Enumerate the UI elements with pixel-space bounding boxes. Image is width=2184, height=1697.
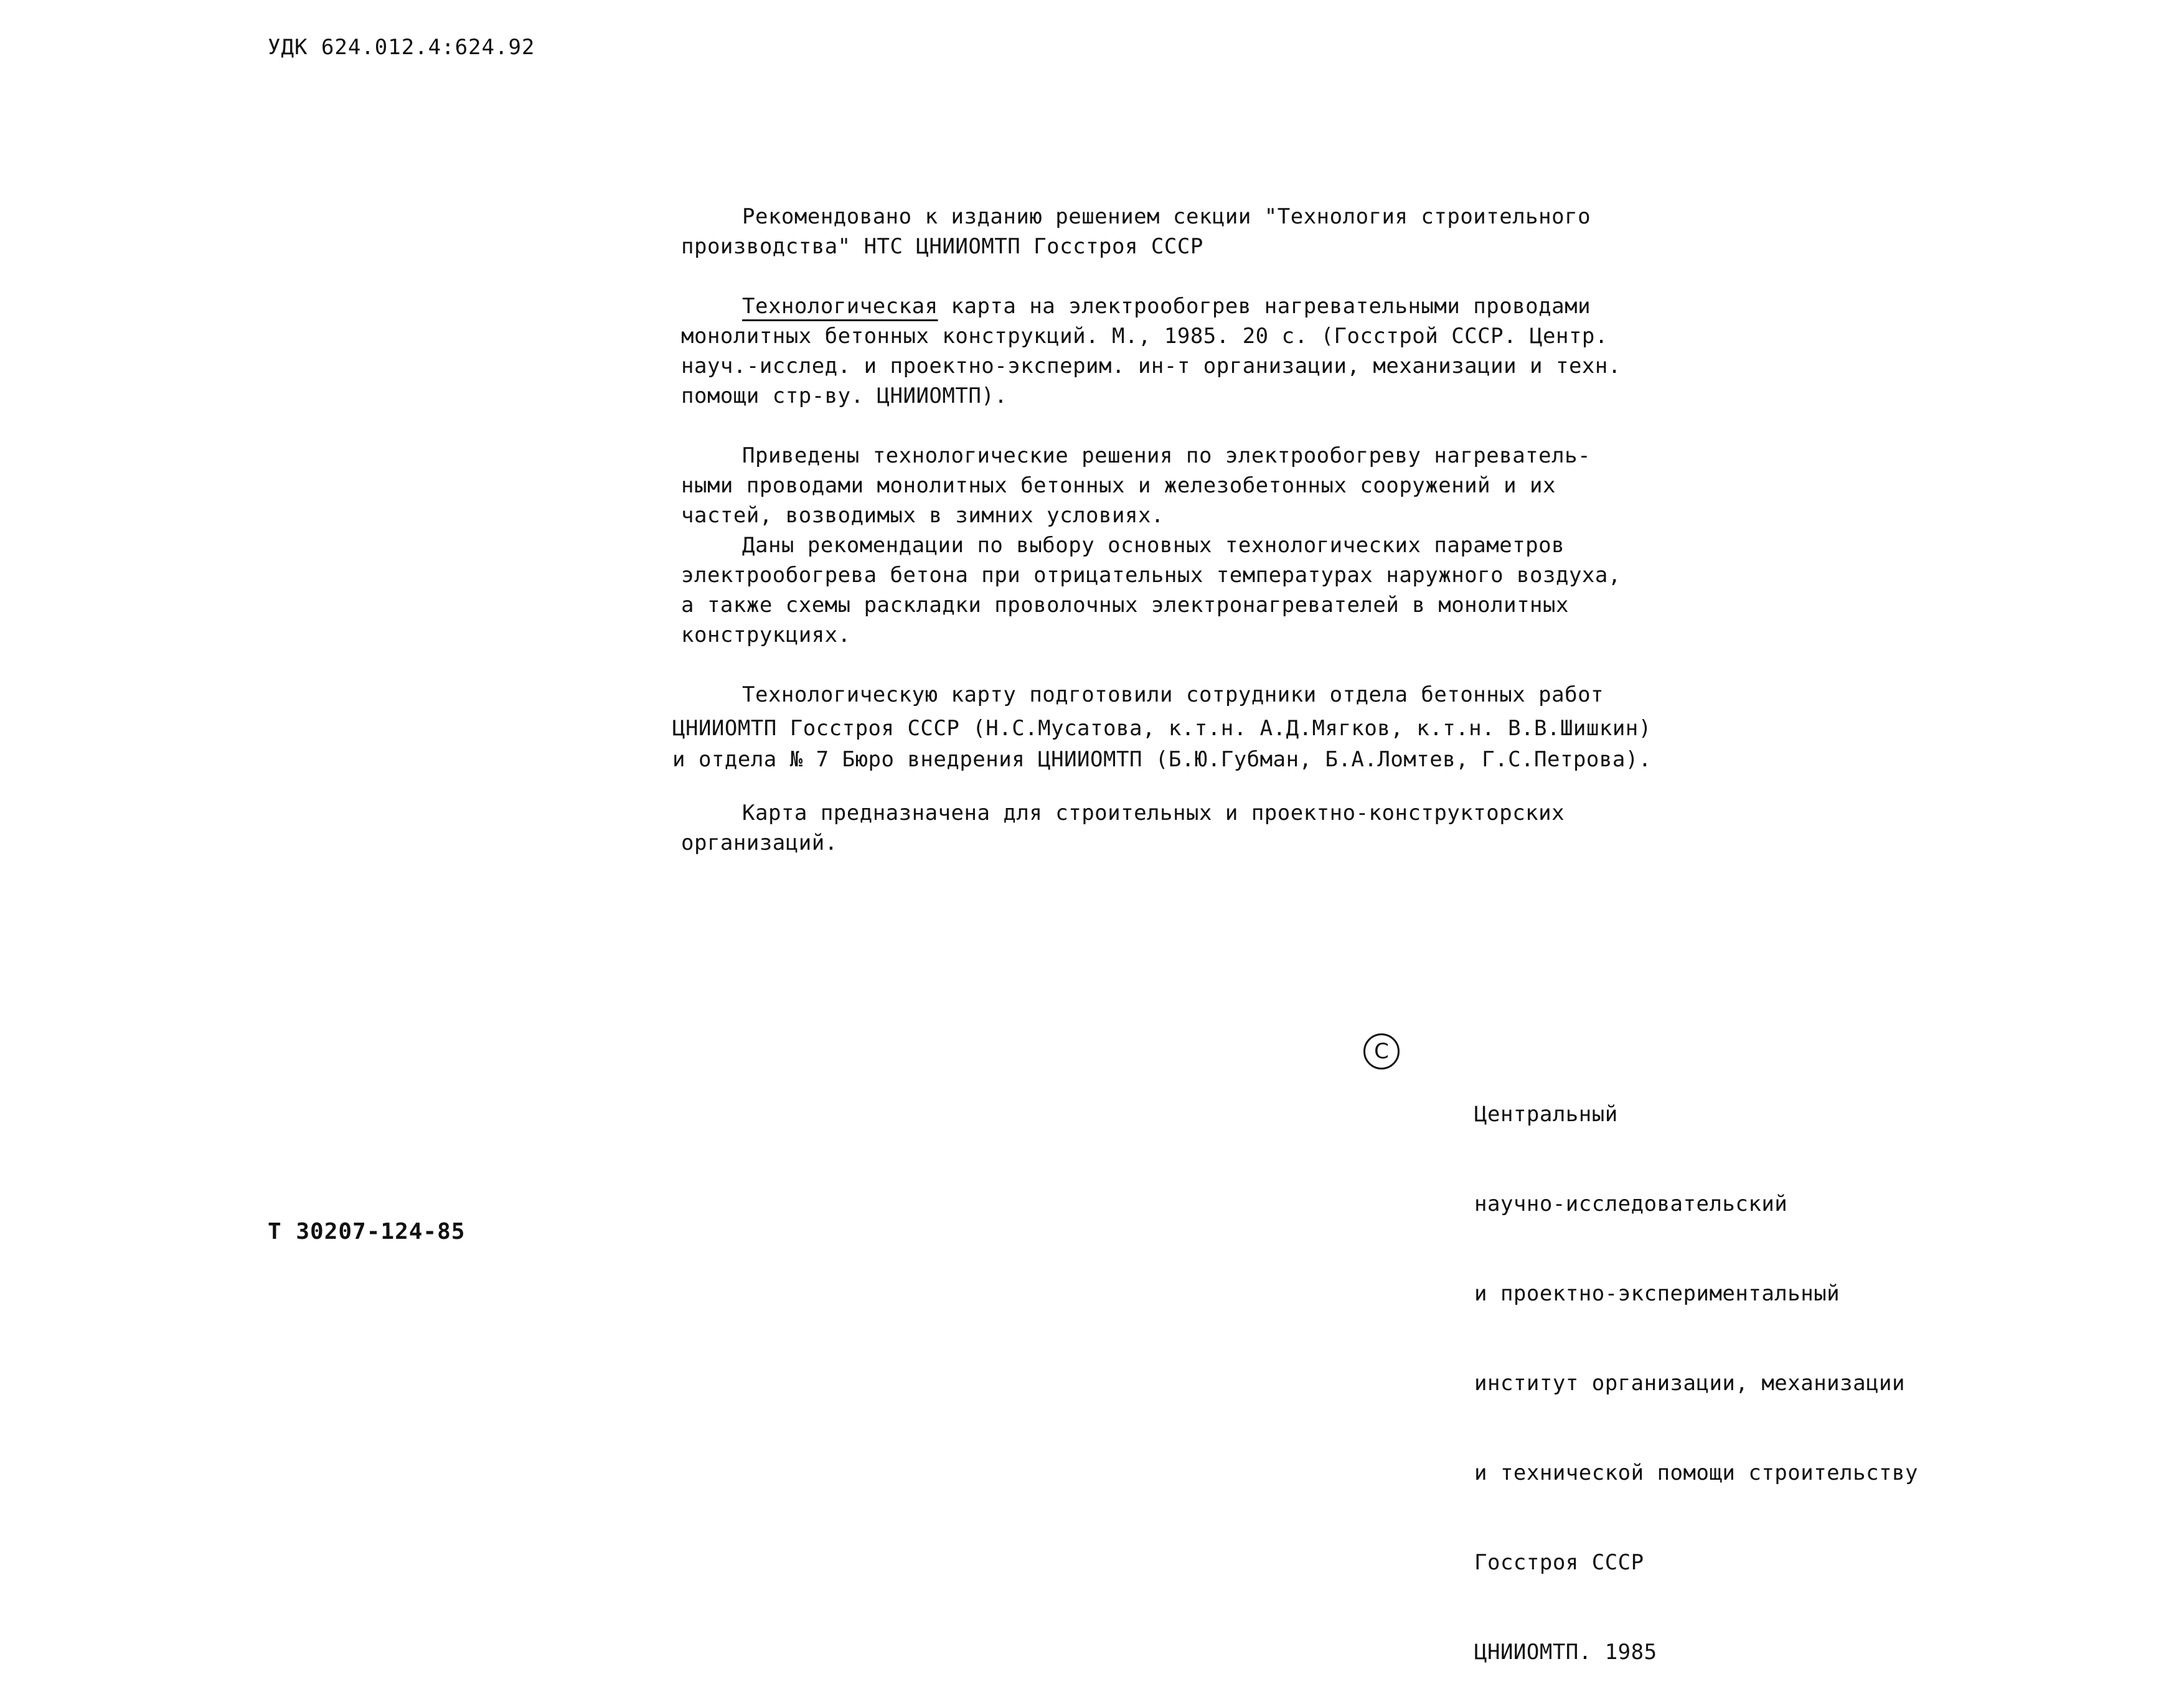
publisher-line-6: Госстроя СССР bbox=[1474, 1550, 1644, 1575]
citation-line-2: монолитных бетонных конструкций. М., 1985. 20 с. (Госстрой СССР. Центр. bbox=[681, 324, 1608, 349]
copyright-icon: C bbox=[1363, 1033, 1400, 1069]
abstract-p2-line-2: электрообогрева бетона при отрицательных температурах наружного воздуха, bbox=[681, 563, 1621, 588]
abstract-p1-line-3: частей, возводимых в зимних условиях. bbox=[681, 503, 1164, 528]
authors-line-1: Технологическую карту подготовили сотрудники отдела бетонных работ bbox=[742, 682, 1604, 707]
abstract-p1-line-1: Приведены технологические решения по электрообогреву нагреватель- bbox=[742, 443, 1591, 468]
publisher-block bbox=[1474, 1040, 1918, 1697]
abstract-p2-line-4: конструкциях. bbox=[681, 623, 851, 647]
publisher-line-4: институт организации, механизации bbox=[1474, 1371, 1906, 1396]
abstract-p2-line-1: Даны рекомендации по выбору основных технологических параметров bbox=[742, 533, 1565, 558]
purpose-line-1: Карта предназначена для строительных и проектно-конструкторских bbox=[742, 801, 1565, 825]
publisher-line-1: Центральный bbox=[1474, 1102, 1618, 1127]
citation-title-word: Технологическая bbox=[742, 294, 938, 319]
citation-line-1 bbox=[742, 291, 1591, 321]
authors-line-3: и отдела № 7 Бюро внедрения ЦНИИОМТП (Б.Ю.Губман, Б.А.Ломтев, Г.С.Петрова). bbox=[672, 747, 1652, 772]
document-code: Т 30207-124-85 bbox=[268, 1219, 466, 1244]
publisher-line-5: и технической помощи строительству bbox=[1474, 1460, 1918, 1485]
citation-line-1-rest: карта на электрообогрев нагревательными проводами bbox=[938, 294, 1591, 319]
abstract-p1-line-2: ными проводами монолитных бетонных и железобетонных сооружений и их bbox=[681, 473, 1556, 498]
purpose-line-2: организаций. bbox=[681, 830, 838, 855]
recommendation-line-2: производства" НТС ЦНИИОМТП Госстроя СССР bbox=[681, 234, 1203, 259]
recommendation-line-1: Рекомендовано к изданию решением секции "Технология строительного bbox=[742, 204, 1591, 229]
publisher-line-7: ЦНИИОМТП. 1985 bbox=[1474, 1640, 1657, 1665]
citation-line-4: помощи стр-ву. ЦНИИОМТП). bbox=[681, 383, 1008, 408]
authors-line-2: ЦНИИОМТП Госстроя СССР (Н.С.Мусатова, к.т.н. А.Д.Мягков, к.т.н. В.В.Шишкин) bbox=[672, 716, 1652, 741]
publisher-line-3: и проектно-экспериментальный bbox=[1474, 1281, 1840, 1306]
udk-code: УДК 624.012.4:624.92 bbox=[268, 35, 535, 60]
abstract-p2-line-3: а также схемы раскладки проволочных электронагревателей в монолитных bbox=[681, 593, 1569, 618]
citation-line-3: науч.-исслед. и проектно-эксперим. ин-т организации, механизации и техн. bbox=[681, 354, 1621, 378]
publisher-line-2: научно-исследовательский bbox=[1474, 1192, 1788, 1216]
